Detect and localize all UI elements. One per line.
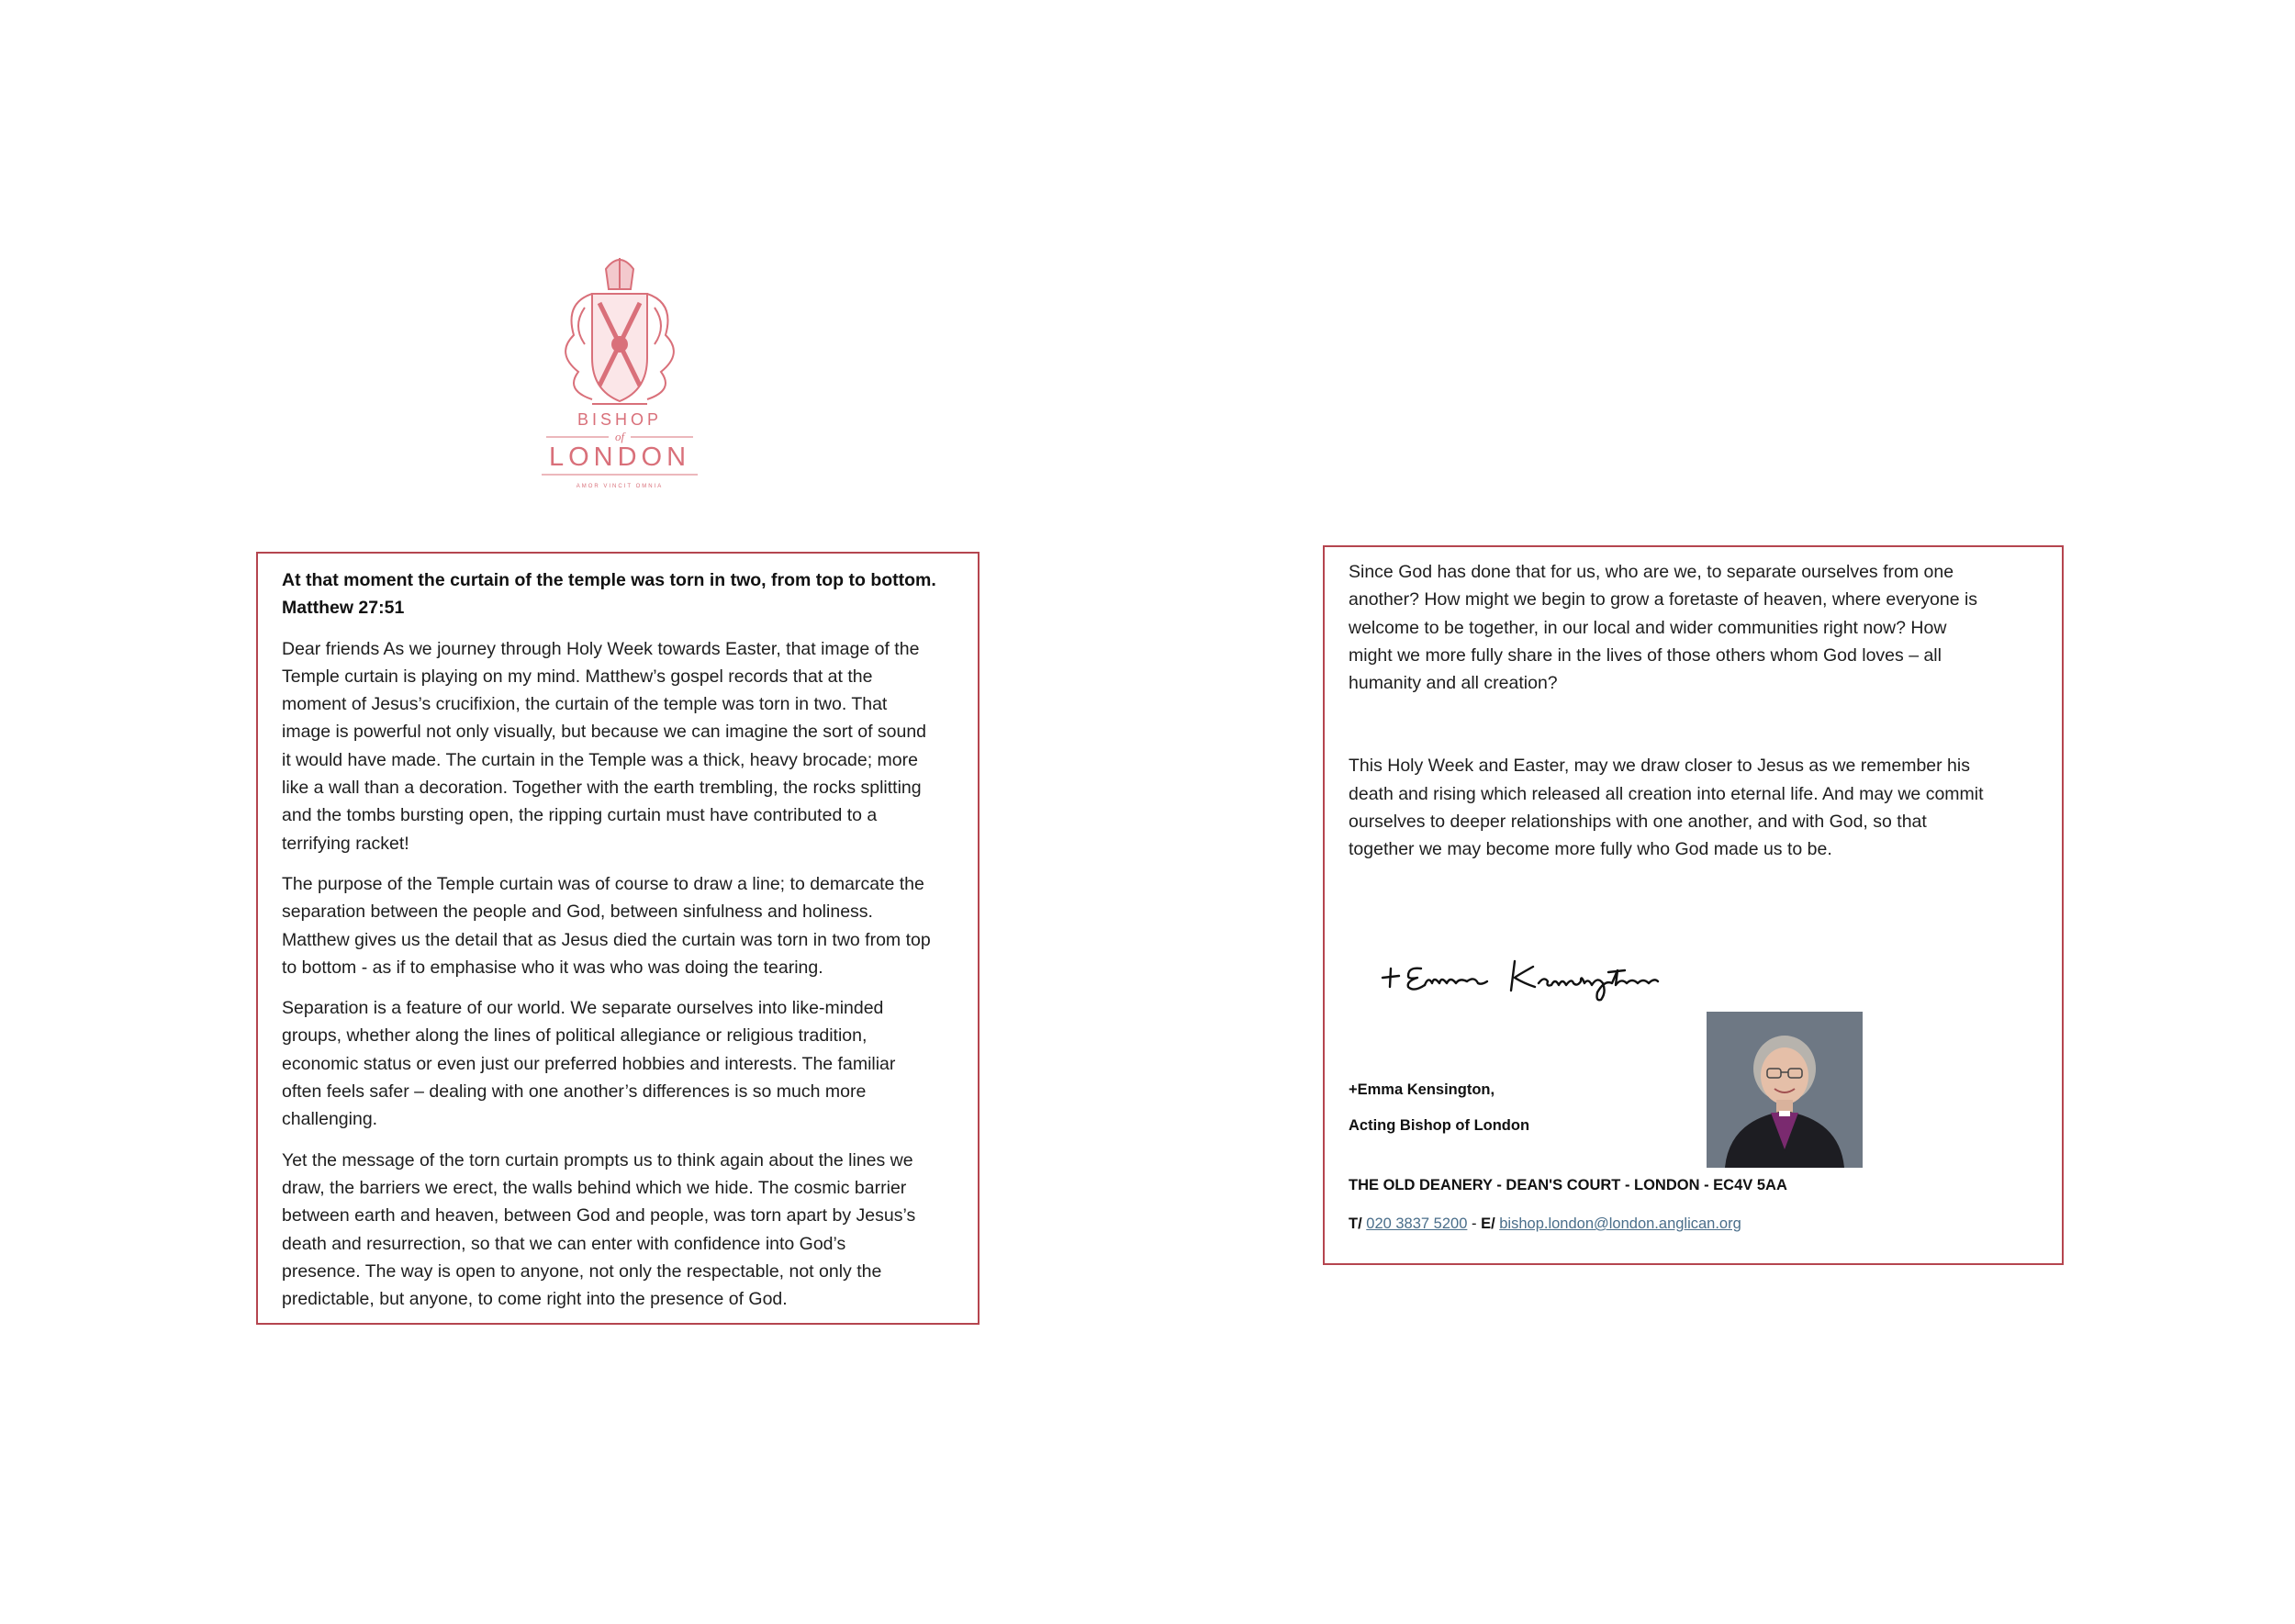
crest-icon bbox=[528, 252, 711, 491]
logo-line-of: of bbox=[614, 430, 625, 443]
contact-line bbox=[1349, 1215, 1741, 1233]
text-line: Temple curtain is playing on my mind. Matthew’s gospel records that at the bbox=[282, 666, 873, 687]
text-line: Since God has done that for us, who are we, to separate ourselves from one bbox=[1349, 562, 1954, 582]
scripture-quote-text: At that moment the curtain of the temple was torn in two, from top to bottom. bbox=[282, 570, 936, 590]
right-paragraph-1 bbox=[1349, 558, 2038, 697]
text-line: predictable, but anyone, to come right into the presence of God. bbox=[282, 1289, 788, 1310]
text-line: Yet the message of the torn curtain prompts us to think again about the lines we bbox=[282, 1149, 913, 1170]
email-link[interactable]: bishop.london@london.anglican.org bbox=[1499, 1215, 1741, 1232]
text-line: moment of Jesus’s crucifixion, the curtain of the temple was torn in two. That bbox=[282, 694, 888, 715]
left-paragraph-2 bbox=[282, 870, 954, 981]
text-line: presence. The way is open to anyone, not only the respectable, not only the bbox=[282, 1260, 882, 1282]
phone-link[interactable]: 020 3837 5200 bbox=[1366, 1215, 1468, 1232]
signature-icon bbox=[1377, 950, 1707, 1005]
left-paragraph-4 bbox=[282, 1147, 954, 1314]
handwritten-signature bbox=[1377, 950, 1707, 1005]
text-line: death and resurrection, so that we can enter with confidence into God’s bbox=[282, 1233, 846, 1254]
text-line: it would have made. The curtain in the Temple was a thick, heavy brocade; more bbox=[282, 749, 918, 770]
text-line: groups, whether along the lines of political allegiance or religious tradition, bbox=[282, 1025, 868, 1047]
text-line: economic status or even just our preferred hobbies and interests. The familiar bbox=[282, 1053, 896, 1074]
text-line: another? How might we begin to grow a foretaste of heaven, where everyone is bbox=[1349, 589, 1978, 610]
text-line: separation between the people and God, between sinfulness and holiness. bbox=[282, 902, 873, 923]
scripture-quote bbox=[282, 566, 954, 622]
text-line: welcome to be together, in our local and wider communities right now? How bbox=[1349, 617, 1947, 638]
logo-motto: AMOR VINCIT OMNIA bbox=[576, 484, 664, 489]
text-line: Dear friends As we journey through Holy Week towards Easter, that image of the bbox=[282, 638, 920, 659]
letter-left-box bbox=[256, 552, 980, 1325]
left-paragraph-1 bbox=[282, 635, 954, 857]
signatory-name: +Emma Kensington, bbox=[1349, 1081, 1495, 1098]
text-line: between earth and heaven, between God and people, was torn apart by Jesus’s bbox=[282, 1205, 916, 1226]
text-line: humanity and all creation? bbox=[1349, 673, 1558, 694]
logo-line-london: LONDON bbox=[548, 442, 691, 472]
phone-label: T/ bbox=[1349, 1215, 1362, 1232]
left-paragraph-3 bbox=[282, 994, 954, 1133]
text-line: like a wall than a decoration. Together with the earth trembling, the rocks splitting bbox=[282, 778, 922, 799]
letter-right-box bbox=[1323, 545, 2064, 1265]
postal-address: THE OLD DEANERY - DEAN'S COURT - LONDON - EC4V 5AA bbox=[1349, 1177, 1787, 1193]
text-line: The purpose of the Temple curtain was of course to draw a line; to demarcate the bbox=[282, 873, 924, 894]
text-line: draw, the barriers we erect, the walls behind which we hide. The cosmic barrier bbox=[282, 1177, 907, 1198]
bishop-of-london-logo bbox=[528, 252, 711, 491]
signatory-title: Acting Bishop of London bbox=[1349, 1117, 1530, 1134]
text-line: image is powerful not only visually, but because we can imagine the sort of sound bbox=[282, 722, 927, 743]
text-line: Separation is a feature of our world. We separate ourselves into like-minded bbox=[282, 998, 884, 1019]
text-line: might we more fully share in the lives of those others whom God loves – all bbox=[1349, 644, 1942, 666]
text-line: together we may become more fully who God made us to be. bbox=[1349, 839, 1832, 860]
text-line: and the tombs bursting open, the ripping curtain must have contributed to a bbox=[282, 805, 878, 826]
text-line: ourselves to deeper relationships with one another, and with God, so that bbox=[1349, 812, 1927, 833]
text-line: death and rising which released all creation into eternal life. And may we commit bbox=[1349, 783, 1984, 804]
text-line: challenging. bbox=[282, 1109, 378, 1130]
email-label: E/ bbox=[1481, 1215, 1495, 1232]
bishop-portrait-photo bbox=[1707, 1012, 1863, 1168]
right-paragraph-2 bbox=[1349, 752, 2038, 863]
text-line: This Holy Week and Easter, may we draw closer to Jesus as we remember his bbox=[1349, 756, 1970, 777]
text-line: Matthew gives us the detail that as Jesus died the curtain was torn in two from top bbox=[282, 929, 931, 950]
text-line: to bottom - as if to emphasise who it was who was doing the tearing. bbox=[282, 957, 823, 978]
logo-line-bishop: BISHOP bbox=[577, 410, 663, 429]
text-line: often feels safer – dealing with one another’s differences is so much more bbox=[282, 1081, 867, 1103]
text-line: terrifying racket! bbox=[282, 833, 409, 854]
contact-separator: - bbox=[1467, 1215, 1482, 1232]
scripture-reference: Matthew 27:51 bbox=[282, 598, 405, 619]
portrait-image bbox=[1707, 1012, 1863, 1168]
